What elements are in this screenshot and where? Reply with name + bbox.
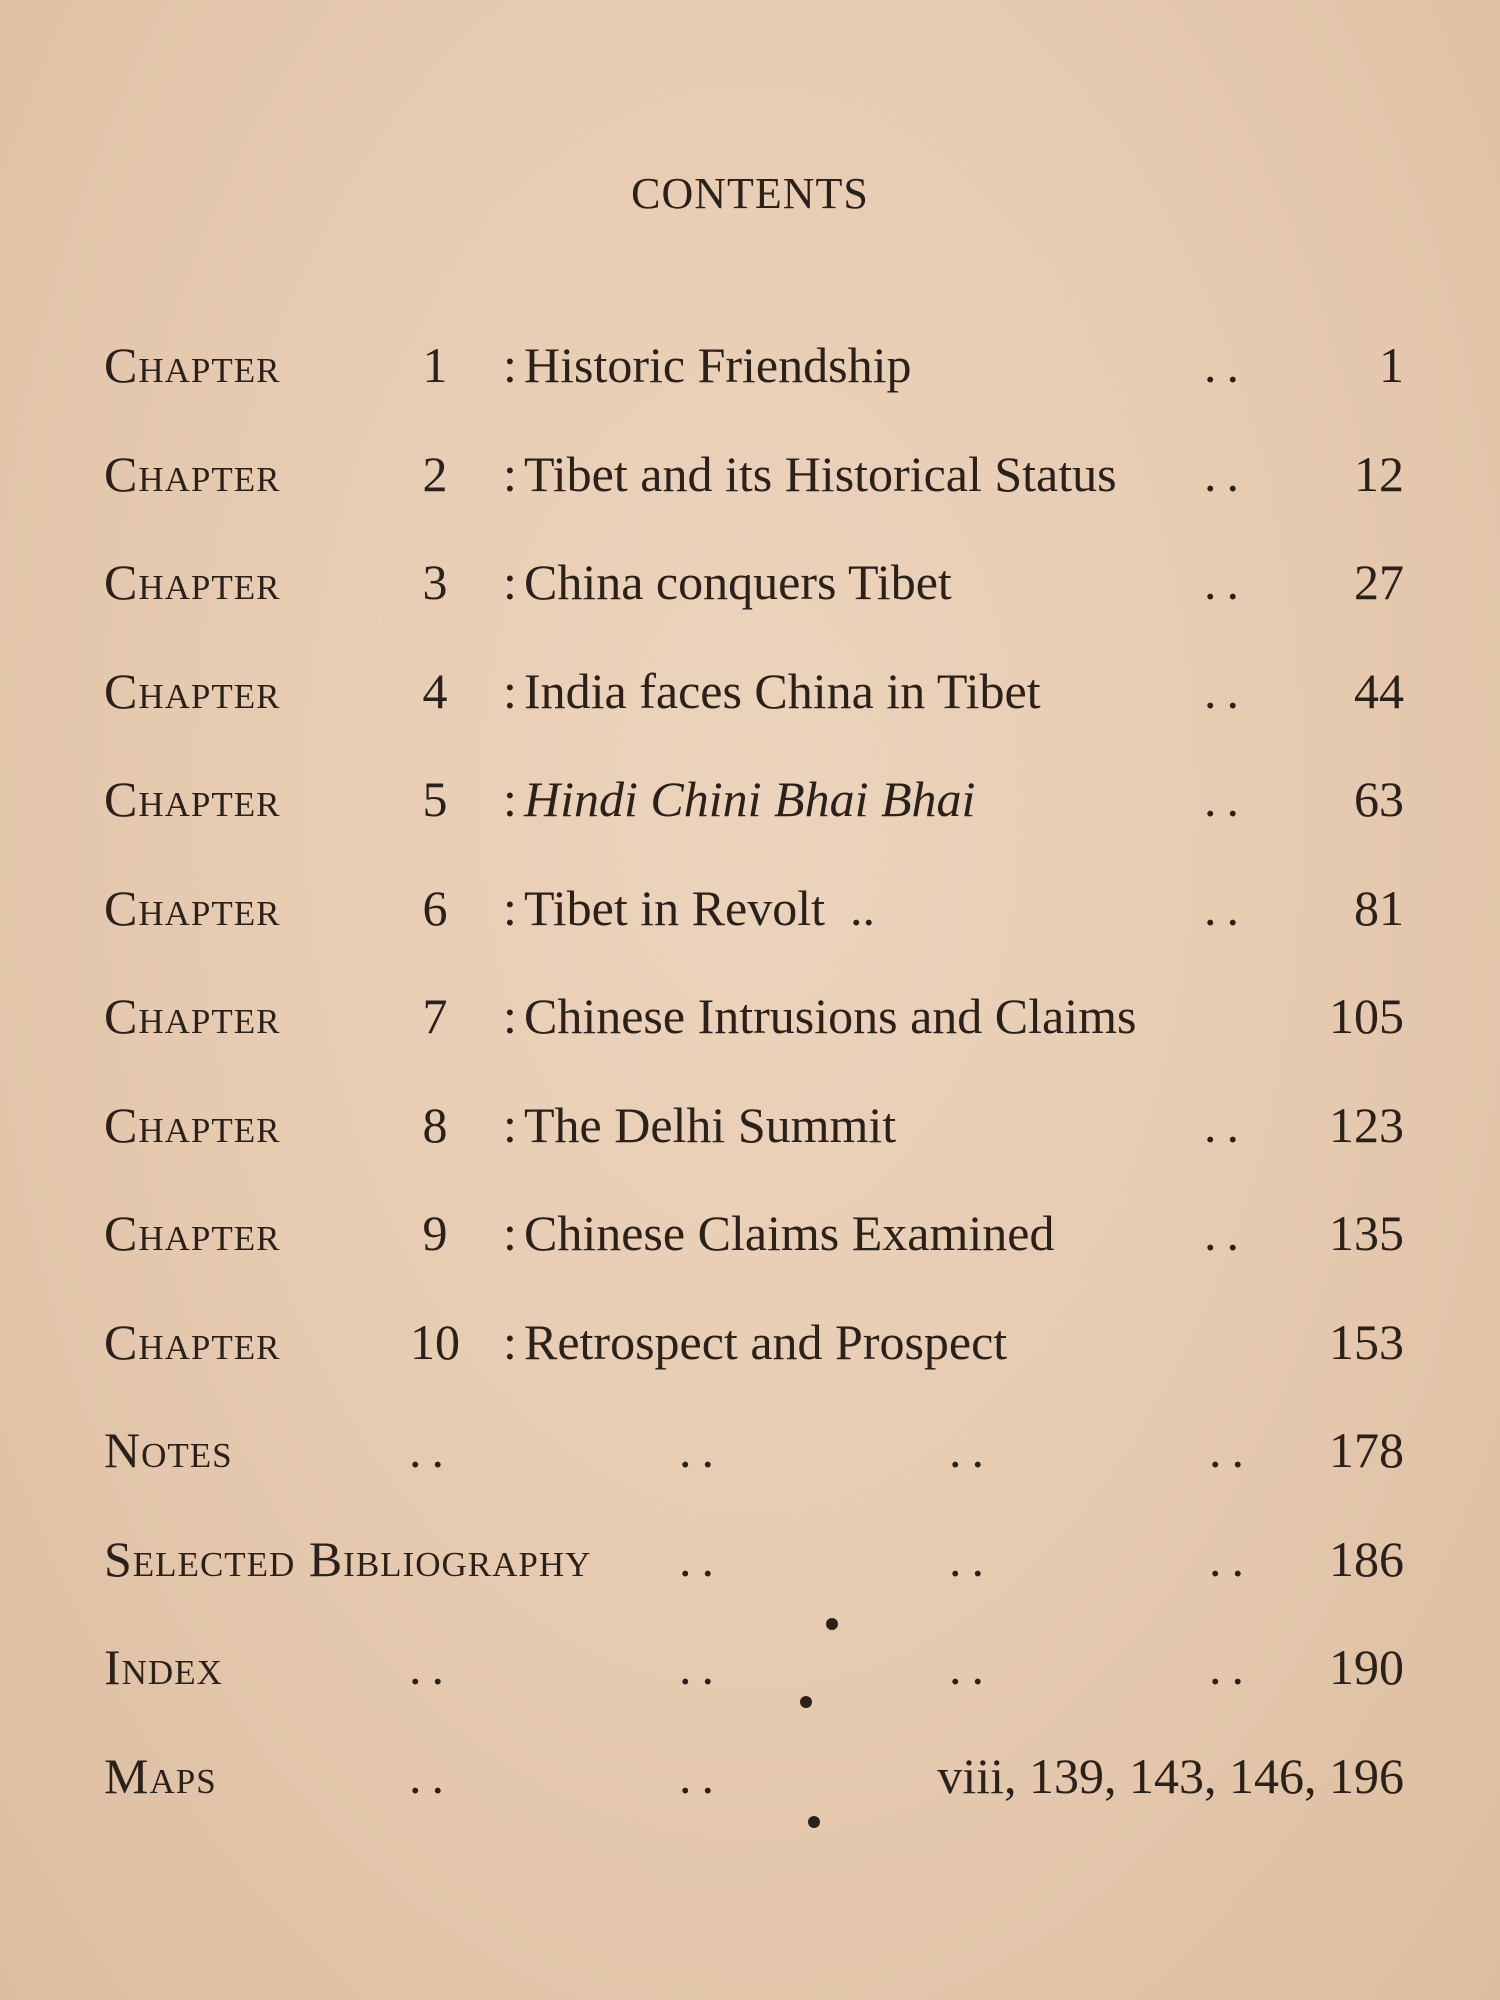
chapter-number: 1 xyxy=(422,337,448,393)
dot-leader: .. xyxy=(1204,554,1249,610)
back-matter-label: Selected Bibliography xyxy=(104,1530,592,1587)
chapter-separator: : xyxy=(503,771,517,827)
toc-row-chapter-8 xyxy=(104,1090,1404,1199)
dot-leader: .. xyxy=(679,1747,724,1804)
chapter-number: 10 xyxy=(410,1313,460,1370)
toc-row-chapter-2 xyxy=(104,439,1404,548)
dot-leader: .. xyxy=(1204,879,1249,936)
chapter-separator: : xyxy=(503,662,517,719)
toc-row-index xyxy=(104,1632,1404,1741)
dot-leader: .. xyxy=(1204,445,1249,502)
chapter-separator: : xyxy=(503,554,517,610)
dot-leader: .. xyxy=(679,1530,724,1587)
chapter-label: Chapter xyxy=(104,1096,281,1153)
chapter-label: Chapter xyxy=(104,1313,281,1370)
dot-leader: .. xyxy=(679,1422,724,1478)
chapter-separator: : xyxy=(503,1313,517,1370)
toc-row-notes xyxy=(104,1415,1404,1524)
chapter-label: Chapter xyxy=(104,771,281,827)
dot-leader: .. xyxy=(1204,771,1249,827)
contents-heading: CONTENTS xyxy=(631,169,869,218)
chapter-separator: : xyxy=(503,1205,517,1261)
dot-leader: .. xyxy=(1204,1205,1249,1261)
chapter-title: Tibet and its Historical Status xyxy=(524,445,1117,502)
table-of-contents xyxy=(104,330,1404,1849)
chapter-number: 4 xyxy=(422,662,448,719)
page-number: 12 xyxy=(1354,445,1404,502)
dot-leader: .. xyxy=(1209,1639,1254,1695)
chapter-number: 7 xyxy=(422,988,448,1044)
chapter-separator: : xyxy=(503,879,517,936)
page-number: 81 xyxy=(1354,879,1404,936)
chapter-label: Chapter xyxy=(104,988,281,1044)
page-number: 186 xyxy=(1329,1530,1404,1587)
chapter-separator: : xyxy=(503,988,517,1044)
page-number: viii, 139, 143, 146, 196 xyxy=(937,1747,1404,1804)
dot-leader: .. xyxy=(949,1530,994,1587)
dot-leader: .. xyxy=(1204,1096,1249,1153)
ink-speck xyxy=(826,1618,838,1630)
chapter-number: 8 xyxy=(422,1096,448,1153)
page-number: 153 xyxy=(1329,1313,1404,1370)
chapter-label: Chapter xyxy=(104,662,281,719)
toc-row-maps xyxy=(104,1741,1404,1850)
page-number: 123 xyxy=(1329,1096,1404,1153)
chapter-label: Chapter xyxy=(104,337,281,393)
ink-speck xyxy=(800,1696,812,1708)
dot-leader: .. xyxy=(949,1639,994,1695)
toc-row-chapter-6 xyxy=(104,873,1404,982)
chapter-title: Retrospect and Prospect xyxy=(524,1313,1008,1370)
dot-leader: .. xyxy=(1204,337,1249,393)
toc-row-chapter-3 xyxy=(104,547,1404,656)
chapter-number: 6 xyxy=(422,879,448,936)
ink-speck xyxy=(808,1816,820,1828)
chapter-title: Tibet in Revolt .. xyxy=(524,879,875,936)
toc-row-chapter-5 xyxy=(104,764,1404,873)
toc-row-chapter-4 xyxy=(104,656,1404,765)
page-number: 1 xyxy=(1379,337,1404,393)
chapter-number: 2 xyxy=(422,445,448,502)
back-matter-label: Notes xyxy=(104,1422,233,1478)
chapter-title: China conquers Tibet xyxy=(524,554,952,610)
dot-leader: .. xyxy=(409,1747,454,1804)
chapter-label: Chapter xyxy=(104,1205,281,1261)
page-number: 44 xyxy=(1354,662,1404,719)
page-number: 105 xyxy=(1329,988,1404,1044)
back-matter-label: Maps xyxy=(104,1747,217,1804)
dot-leader: .. xyxy=(949,1422,994,1478)
toc-row-chapter-1 xyxy=(104,330,1404,439)
page-number: 178 xyxy=(1329,1422,1404,1478)
page-number: 63 xyxy=(1354,771,1404,827)
dot-leader: .. xyxy=(1204,662,1249,719)
chapter-label: Chapter xyxy=(104,445,281,502)
dot-leader: .. xyxy=(679,1639,724,1695)
chapter-title: Hindi Chini Bhai Bhai xyxy=(524,771,976,827)
chapter-title: Chinese Intrusions and Claims xyxy=(524,988,1137,1044)
toc-row-chapter-9 xyxy=(104,1198,1404,1307)
chapter-label: Chapter xyxy=(104,554,281,610)
chapter-separator: : xyxy=(503,337,517,393)
page-number: 135 xyxy=(1329,1205,1404,1261)
page-number: 27 xyxy=(1354,554,1404,610)
chapter-number: 9 xyxy=(422,1205,448,1261)
chapter-title: Historic Friendship xyxy=(524,337,912,393)
toc-row-chapter-10 xyxy=(104,1307,1404,1416)
toc-row-bibliography xyxy=(104,1524,1404,1633)
chapter-number: 5 xyxy=(422,771,448,827)
chapter-separator: : xyxy=(503,1096,517,1153)
dot-leader: .. xyxy=(1209,1530,1254,1587)
chapter-title: Chinese Claims Examined xyxy=(524,1205,1055,1261)
chapter-separator: : xyxy=(503,445,517,502)
dot-leader: .. xyxy=(409,1422,454,1478)
dot-leader: .. xyxy=(1209,1422,1254,1478)
toc-row-chapter-7 xyxy=(104,981,1404,1090)
chapter-title: India faces China in Tibet xyxy=(524,662,1041,719)
page-number: 190 xyxy=(1329,1639,1404,1695)
chapter-title: The Delhi Summit xyxy=(524,1096,897,1153)
back-matter-label: Index xyxy=(104,1639,223,1695)
dot-leader: .. xyxy=(409,1639,454,1695)
chapter-label: Chapter xyxy=(104,879,281,936)
chapter-number: 3 xyxy=(422,554,448,610)
